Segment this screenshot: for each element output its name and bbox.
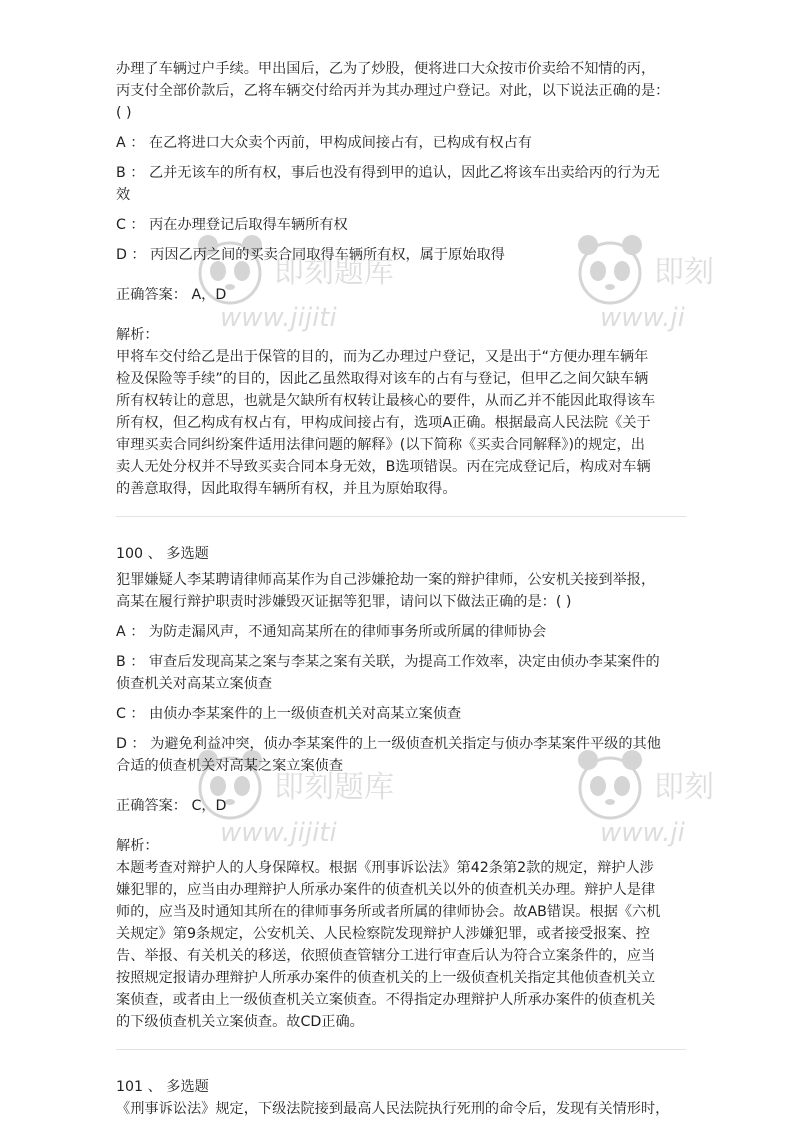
analysis-label: 解析： (116, 327, 159, 343)
option-b (116, 162, 686, 206)
option-text: D ： 丙因乙丙之间的买卖合同取得车辆所有权，属于原始取得 (116, 247, 505, 263)
analysis-line: 检及保险等手续”的目的，因此乙虽然取得对该车的占有与登记，但甲乙之间欠缺车辆 (116, 371, 649, 387)
question-divider (116, 516, 686, 517)
analysis-line: 卖人无处分权并不导致买卖合同本身无效，B选项错误。丙在完成登记后，构成对车辆 (116, 459, 651, 475)
analysis-text (116, 857, 686, 1033)
option-text: 效 (116, 187, 131, 203)
watermark-url: www.ji (600, 303, 685, 333)
option-text: C ： 由侦办李某案件的上一级侦查机关对高某立案侦查 (116, 706, 462, 722)
option-a (116, 621, 686, 643)
stem-line: 丙支付全部价款后，乙将车辆交付给丙并为其办理过户登记。对此，以下说法正确的是： (116, 83, 670, 99)
option-c (116, 703, 686, 725)
option-text: B ： 乙并无该车的所有权，事后也没有得到甲的追认，因此乙将该车出卖给丙的行为无 (116, 165, 660, 181)
question-101 (116, 1076, 686, 1120)
analysis-label: 解析： (116, 838, 159, 854)
watermark-text: 即刻 (654, 255, 714, 290)
watermark-url: www.jijiti (220, 818, 337, 848)
analysis-line: 嫌犯罪的，应当由办理辩护人所承办案件的侦查机关以外的侦查机关办理。辩护人是律 (116, 882, 656, 898)
watermark-url: www.ji (600, 818, 685, 848)
option-a (116, 132, 686, 154)
analysis-line: 关规定》第9条规定，公安机关、人民检察院发现辩护人涉嫌犯罪，或者接受报案、控 (116, 926, 650, 942)
watermark-text: 即刻题库 (274, 770, 394, 805)
option-text: C ： 丙在办理登记后取得车辆所有权 (116, 217, 348, 233)
stem-line: ( ) (116, 105, 132, 121)
correct-answer: 正确答案： C，D (116, 798, 227, 814)
analysis-line: 的善意取得，因此取得车辆所有权，并且为原始取得。 (116, 481, 457, 497)
question-stem (116, 58, 686, 124)
watermark-text: 即刻 (654, 770, 714, 805)
analysis-line: 所有权，但乙构成有权占有，甲构成间接占有，选项A正确。根据最高人民法院《关于 (116, 415, 651, 431)
analysis-line: 的下级侦查机关立案侦查。故CD正确。 (116, 1014, 364, 1030)
analysis-line: 师的，应当及时通知其所在的律师事务所或者所属的律师协会。故AB错误。根据《六机 (116, 904, 661, 920)
question-divider (116, 1049, 686, 1050)
option-text: D ： 为避免利益冲突，侦办李某案件的上一级侦查机关指定与侦办李某案件平级的其他 (116, 736, 661, 752)
stem-line: 犯罪嫌疑人李某聘请律师高某作为自己涉嫌抢劫一案的辩护律师，公安机关接到举报， (116, 572, 656, 588)
option-d (116, 244, 686, 266)
analysis-line: 审理买卖合同纠纷案件适用法律问题的解释》(以下简称《买卖合同解释》)的规定，出 (116, 437, 645, 453)
stem-line: 《刑事诉讼法》规定，下级法院接到最高人民法院执行死刑的命令后，发现有关情形时， (116, 1101, 670, 1117)
stem-line: 高某在履行辩护职责时涉嫌毁灭证据等犯罪，请问以下做法正确的是：( ) (116, 594, 572, 610)
option-text: 侦查机关对高某立案侦查 (116, 676, 273, 692)
analysis-line: 按照规定报请办理辩护人所承办案件的侦查机关的上一级侦查机关指定其他侦查机关立 (116, 970, 656, 986)
option-text: A ： 在乙将进口大众卖个丙前，甲构成间接占有，已构成有权占有 (116, 135, 532, 151)
analysis-line: 甲将车交付给乙是出于保管的目的，而为乙办理过户登记，又是出于“方便办理车辆年 (116, 349, 649, 365)
correct-answer: 正确答案： A，D (116, 287, 227, 303)
analysis-line: 所有权转让的意思，也就是欠缺所有权转让最核心的要件，从而乙并不能因此取得该车 (116, 393, 656, 409)
question-header: 100 、 多选题 (116, 546, 209, 562)
analysis-line: 本题考查对辩护人的人身保障权。根据《刑事诉讼法》第42条第2款的规定，辩护人涉 (116, 860, 654, 876)
option-text: 合适的侦查机关对高某之案立案侦查 (116, 758, 344, 774)
option-text: A ： 为防走漏风声，不通知高某所在的律师事务所或所属的律师协会 (116, 624, 547, 640)
option-b (116, 651, 686, 695)
watermark-text: 即刻题库 (274, 255, 394, 290)
option-c (116, 214, 686, 236)
question-stem (116, 569, 686, 613)
question-99 (116, 58, 686, 500)
analysis-line: 告、举报、有关机关的移送，依照侦查管辖分工进行审查后认为符合立案条件的，应当 (116, 948, 656, 964)
watermark-url: www.jijiti (220, 303, 337, 333)
analysis-text (116, 346, 686, 500)
stem-line: 办理了车辆过户手续。甲出国后，乙为了炒股，便将进口大众按市价卖给不知情的丙， (116, 61, 656, 77)
question-header: 101 、 多选题 (116, 1079, 209, 1095)
option-text: B ： 审查后发现高某之案与李某之案有关联，为提高工作效率，决定由侦办李某案件的 (116, 654, 660, 670)
question-100 (116, 543, 686, 1033)
option-d (116, 733, 686, 777)
document-page (116, 58, 686, 1120)
analysis-line: 案侦查，或者由上一级侦查机关立案侦查。不得指定办理辩护人所承办案件的侦查机关 (116, 992, 656, 1008)
